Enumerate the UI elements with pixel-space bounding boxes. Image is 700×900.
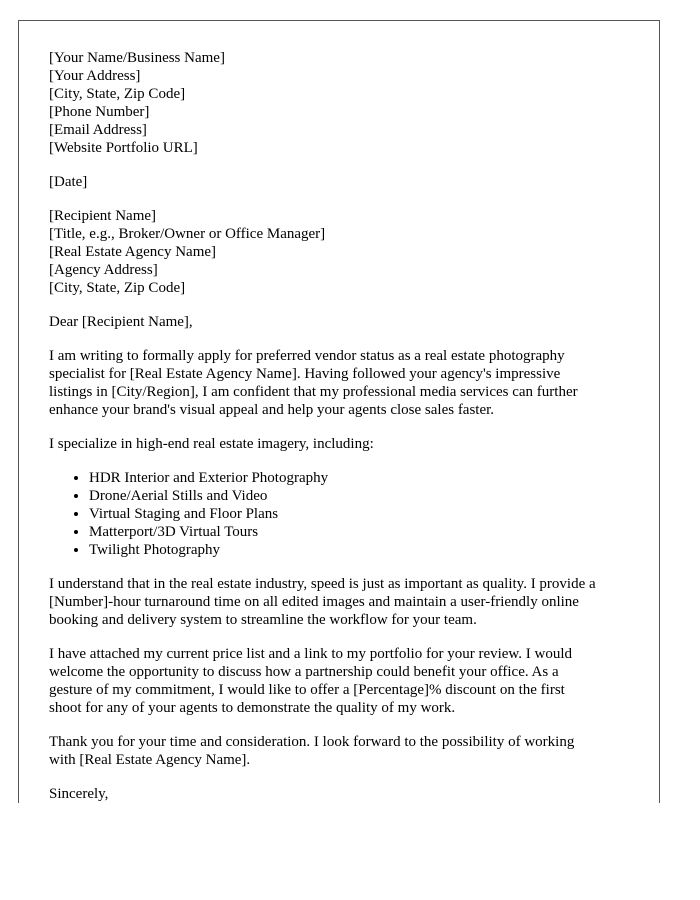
speed-paragraph [49,575,649,629]
letter-body [49,49,649,803]
sender-city-state-zip: [City, State, Zip Code] [49,86,186,102]
sender-phone: [Phone Number] [49,104,150,120]
intro-line: I am writing to formally apply for preferred vendor status as a real estate photography [49,348,565,364]
attached-line: gesture of my commitment, I would like to offer a [Percentage]% discount on the first [49,682,565,698]
recipient-name: [Recipient Name] [49,208,157,224]
intro-paragraph [49,347,649,419]
sender-block [49,49,649,157]
service-item-drone: • Drone/Aerial Stills and Video [89,487,649,505]
letter-date: [Date] [49,174,88,190]
speed-line: [Number]-hour turnaround time on all edited images and maintain a user-friendly online [49,594,579,610]
speed-line: I understand that in the real estate industry, speed is just as important as quality. I provide a [49,576,596,592]
intro-line: listings in [City/Region], I am confident that my professional media services can further [49,384,578,400]
intro-line: specialist for [Real Estate Agency Name]. Having followed your agency's impressive [49,366,561,382]
recipient-agency-address: [Agency Address] [49,262,158,278]
thanks-line: with [Real Estate Agency Name]. [49,752,251,768]
service-item-hdr: • HDR Interior and Exterior Photography [89,469,649,487]
sender-portfolio-url: [Website Portfolio URL] [49,140,198,156]
recipient-block [49,207,649,297]
closing: Sincerely, [49,786,109,802]
service-item-twilight: • Twilight Photography [89,541,649,559]
sender-address: [Your Address] [49,68,141,84]
services-list [49,469,649,559]
service-item-matterport: • Matterport/3D Virtual Tours [89,523,649,541]
intro-line: enhance your brand's visual appeal and help your agents close sales faster. [49,402,495,418]
specialize-paragraph: I specialize in high-end real estate imagery, including: [49,436,374,452]
speed-line: booking and delivery system to streamline the workflow for your team. [49,612,477,628]
attached-line: welcome the opportunity to discuss how a partnership could benefit your office. As a [49,664,559,680]
sender-name: [Your Name/Business Name] [49,50,225,66]
service-item-staging: • Virtual Staging and Floor Plans [89,505,649,523]
thanks-line: Thank you for your time and consideration. I look forward to the possibility of working [49,734,575,750]
recipient-agency: [Real Estate Agency Name] [49,244,217,260]
letter-page [18,20,660,803]
attached-line: I have attached my current price list and a link to my portfolio for your review. I would [49,646,573,662]
sender-email: [Email Address] [49,122,147,138]
thanks-paragraph [49,733,649,769]
recipient-title: [Title, e.g., Broker/Owner or Office Manager] [49,226,326,242]
attached-paragraph [49,645,649,717]
attached-line: shoot for any of your agents to demonstrate the quality of my work. [49,700,456,716]
recipient-city-state-zip: [City, State, Zip Code] [49,280,186,296]
salutation: Dear [Recipient Name], [49,314,193,330]
